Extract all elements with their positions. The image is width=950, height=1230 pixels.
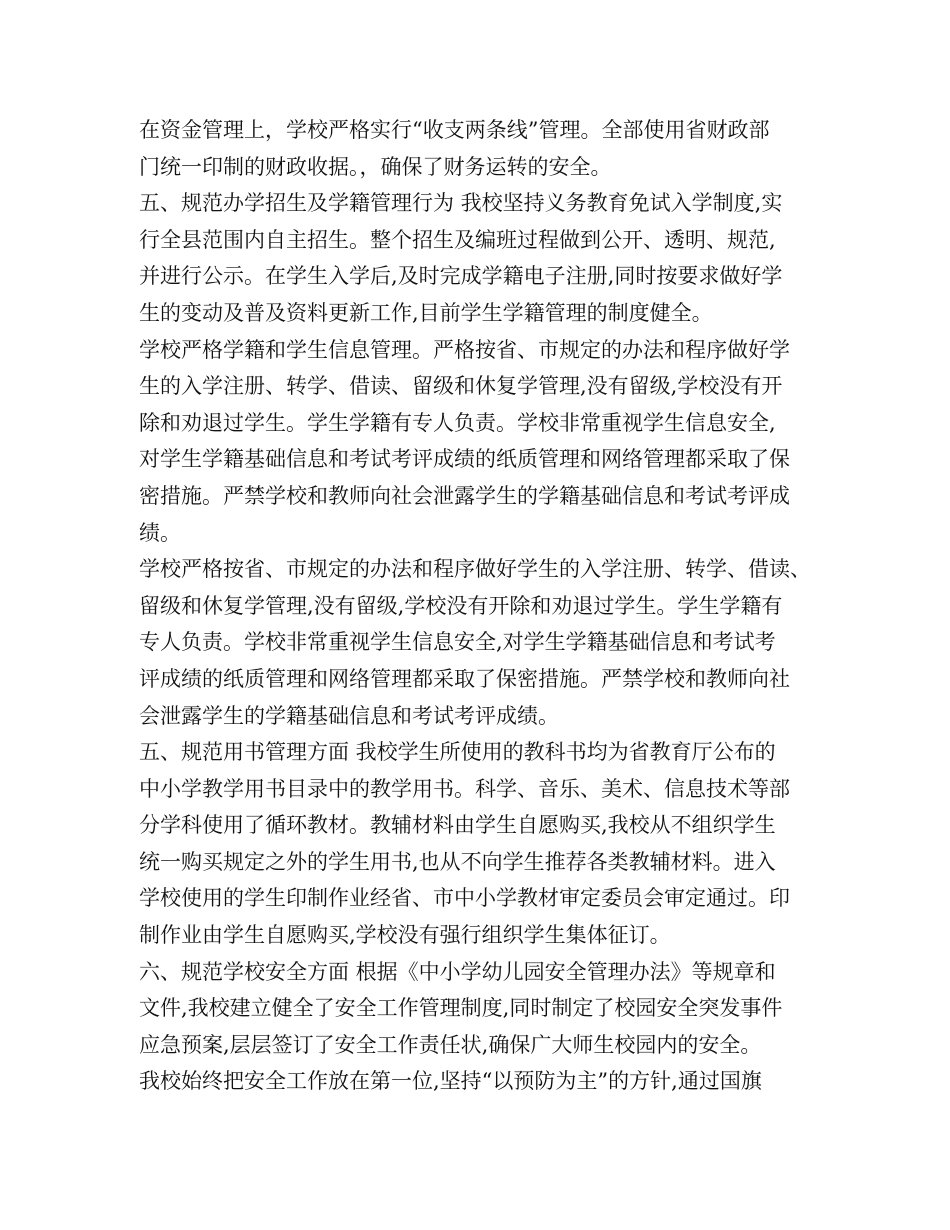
text-line: 对学生学籍基础信息和考试考评成绩的纸质管理和网络管理都采取了保 (139, 447, 790, 472)
text-line: 五、规范用书管理方面 我校学生所使用的教科书均为省教育厅公布的 (139, 740, 776, 765)
text-line: 五、规范办学招生及学籍管理行为 我校坚持义务教育免试入学制度,实 (139, 191, 783, 216)
text-line: 会泄露学生的学籍基础信息和考试考评成绩。 (139, 703, 559, 728)
text-line: 六、规范学校安全方面 根据《中小学幼儿园安全管理办法》等规章和 (139, 959, 776, 984)
text-line: 统一购买规定之外的学生用书,也从不向学生推荐各类教辅材料。进入 (139, 849, 776, 874)
text-line: 绩。 (139, 520, 181, 545)
text-line: 评成绩的纸质管理和网络管理都采取了保密措施。严禁学校和教师向社 (139, 666, 790, 691)
text-line: 门统一印制的财政收据。，确保了财务运转的安全。 (139, 154, 612, 179)
text-line: 生的入学注册、转学、借读、留级和休复学管理,没有留级,学校没有开 (139, 374, 783, 399)
text-line: 除和劝退过学生。学生学籍有专人负责。学校非常重视学生信息安全, (139, 410, 776, 435)
text-line: 分学科使用了循环教材。教辅材料由学生自愿购买,我校从不组织学生 (139, 813, 776, 838)
text-line: 并进行公示。在学生入学后,及时完成学籍电子注册,同时按要求做好学 (139, 264, 783, 289)
document-body (139, 112, 829, 1100)
text-line: 学校严格学籍和学生信息管理。严格按省、市规定的办法和程序做好学 (139, 337, 790, 362)
text-line: 生的变动及普及资料更新工作,目前学生学籍管理的制度健全。 (139, 300, 713, 325)
text-line: 在资金管理上，学校严格实行“收支两条线”管理。全部使用省财政部 (139, 118, 770, 142)
text-line: 应急预案,层层签订了安全工作责任状,确保广大师生校园内的安全。 (139, 1032, 762, 1057)
text-line: 行全县范围内自主招生。整个招生及编班过程做到公开、透明、规范, (139, 227, 776, 252)
text-line: 文件,我校建立健全了安全工作管理制度,同时制定了校园安全突发事件 (139, 996, 783, 1021)
text-line: 制作业由学生自愿购买,学校没有强行组织学生集体征订。 (139, 923, 671, 948)
text-line: 学校严格按省、市规定的办法和程序做好学生的入学注册、转学、借读、 (139, 557, 811, 582)
text-line: 学校使用的学生印制作业经省、市中小学教材审定委员会审定通过。印 (139, 886, 790, 911)
text-line: 中小学教学用书目录中的教学用书。科学、音乐、美术、信息技术等部 (139, 776, 790, 801)
text-line: 专人负责。学校非常重视学生信息安全,对学生学籍基础信息和考试考 (139, 630, 776, 655)
text-line: 我校始终把安全工作放在第一位,坚持“以预防为主”的方针,通过国旗 (139, 1069, 762, 1094)
text-line: 留级和休复学管理,没有留级,学校没有开除和劝退过学生。学生学籍有 (139, 593, 783, 618)
text-line: 密措施。严禁学校和教师向社会泄露学生的学籍基础信息和考试考评成 (139, 483, 790, 508)
